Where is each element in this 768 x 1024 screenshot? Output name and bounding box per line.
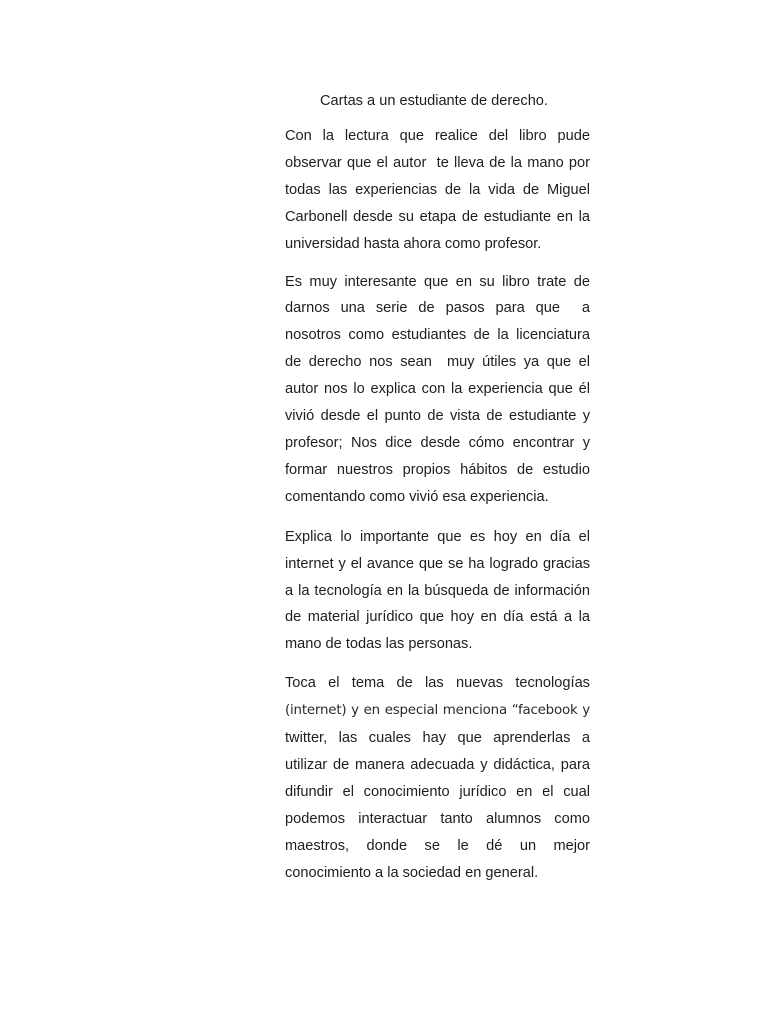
paragraph-4 <box>285 670 595 886</box>
paragraph-4-alt-font-run: (internet) y en especial menciona “facebook y <box>285 703 590 719</box>
document-body <box>285 89 595 896</box>
document-title: Cartas a un estudiante de derecho. <box>320 93 548 109</box>
paragraph-4-end: twitter, las cuales hay que aprenderlas a utilizar de manera adecuada y didáctica, para difundir el conocimiento jurídico en el cual podemos interactuar tanto alumnos como maestros, donde se le dé un mejor conocimiento a la sociedad en general. <box>285 702 595 881</box>
paragraph-4-start: Toca el tema de las nuevas tecnologías <box>285 675 595 692</box>
paragraph-3: Explica lo importante que es hoy en día el internet y el avance que se ha logrado gracias a la tecnología en la búsqueda de información de material jurídico que hoy en día está a la mano de todas las personas. <box>285 528 595 653</box>
paragraph-2: Es muy interesante que en su libro trate de darnos una serie de pasos para que a nosotros como estudiantes de la licenciatura de derecho nos sean muy útiles ya que el autor nos lo explica con la experiencia que él vivió desde el punto de vista de estudiante y profesor; Nos dice desde cómo encontrar y formar nuestros propios hábitos de estudio comentando como vivió esa experiencia. <box>285 273 595 505</box>
paragraph-1: Con la lectura que realice del libro pude observar que el autor te lleva de la mano por todas las experiencias de la vida de Miguel Carbonell desde su etapa de estudiante en la universidad hasta ahora como profesor. <box>285 128 595 252</box>
